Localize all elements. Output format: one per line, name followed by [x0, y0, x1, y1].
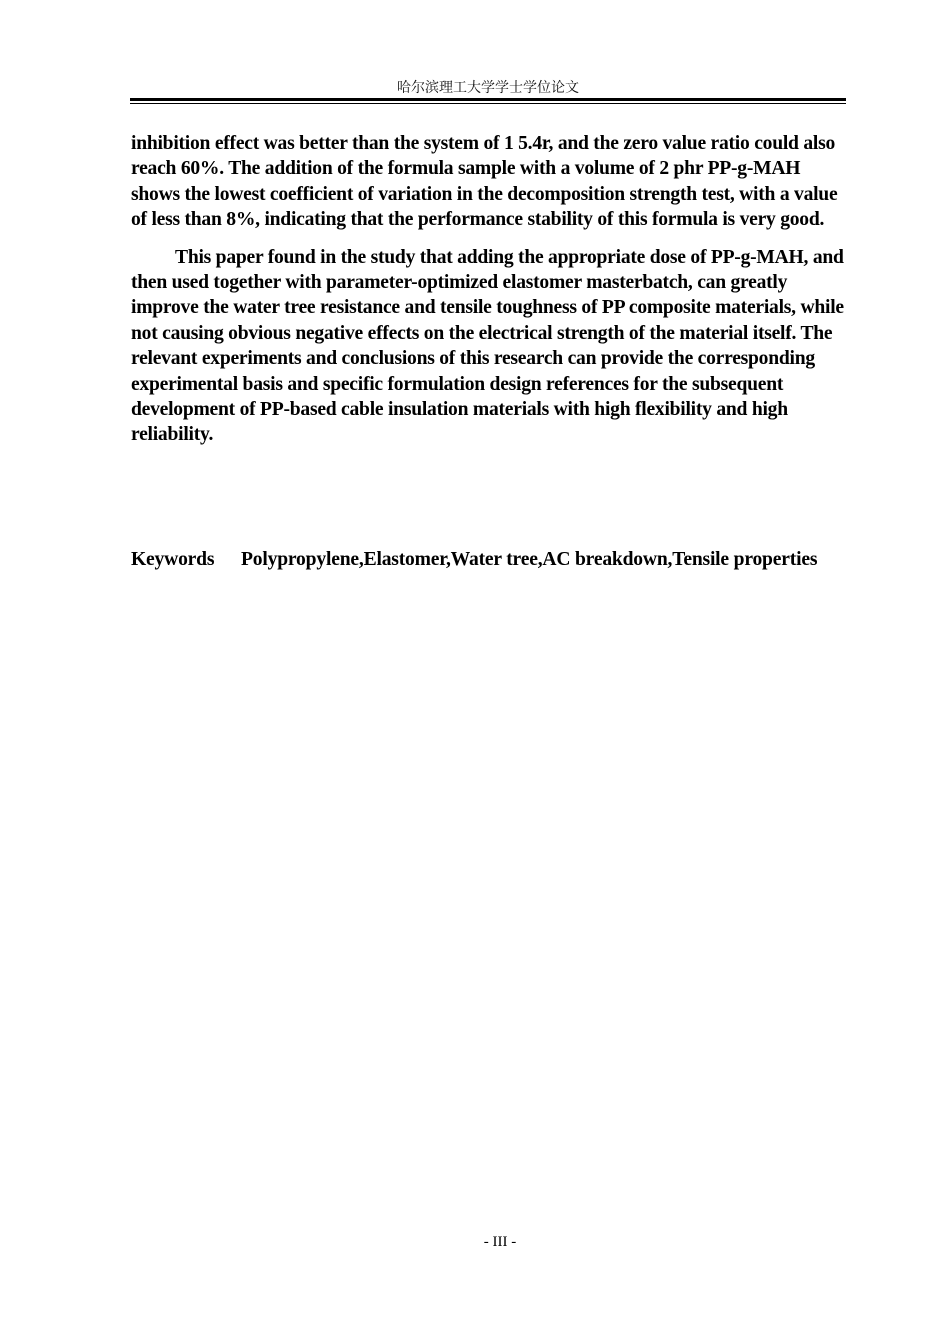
- paragraph-continuation: inhibition effect was better than the system of 1 5.4r, and the zero value ratio could also reach 60%. The addition of the formula sample with a volume of 2 phr PP-g-MAH shows the lowest coefficient of variation in the decomposition strength test, with a value of less than 8%, indicating that the performance stability of this formula is very good.: [131, 133, 838, 231]
- running-header-title: 哈尔滨理工大学学士学位论文: [397, 80, 579, 96]
- header-rule-thin: [130, 103, 846, 104]
- header-double-rule: [130, 98, 846, 105]
- page-number: - III -: [483, 1234, 517, 1250]
- keywords-list: Polypropylene,Elastomer,Water tree,AC breakdown,Tensile properties: [241, 549, 818, 570]
- header-rule-thick: [130, 98, 846, 101]
- abstract-body: [131, 131, 847, 460]
- paragraph-conclusion: This paper found in the study that adding the appropriate dose of PP-g-MAH, and then used together with parameter-optimized elastomer masterbatch, can greatly improve the water tree resistance and tensile toughness of PP composite materials, while not causing obvious negative effects on the electrical strength of the material itself. The relevant experiments and conclusions of this research can provide the corresponding experimental basis and specific formulation design references for the subsequent development of PP-based cable insulation materials with high flexibility and high reliability.: [131, 246, 844, 446]
- keywords-block: [131, 541, 847, 579]
- keywords-label: Keywords: [131, 549, 215, 570]
